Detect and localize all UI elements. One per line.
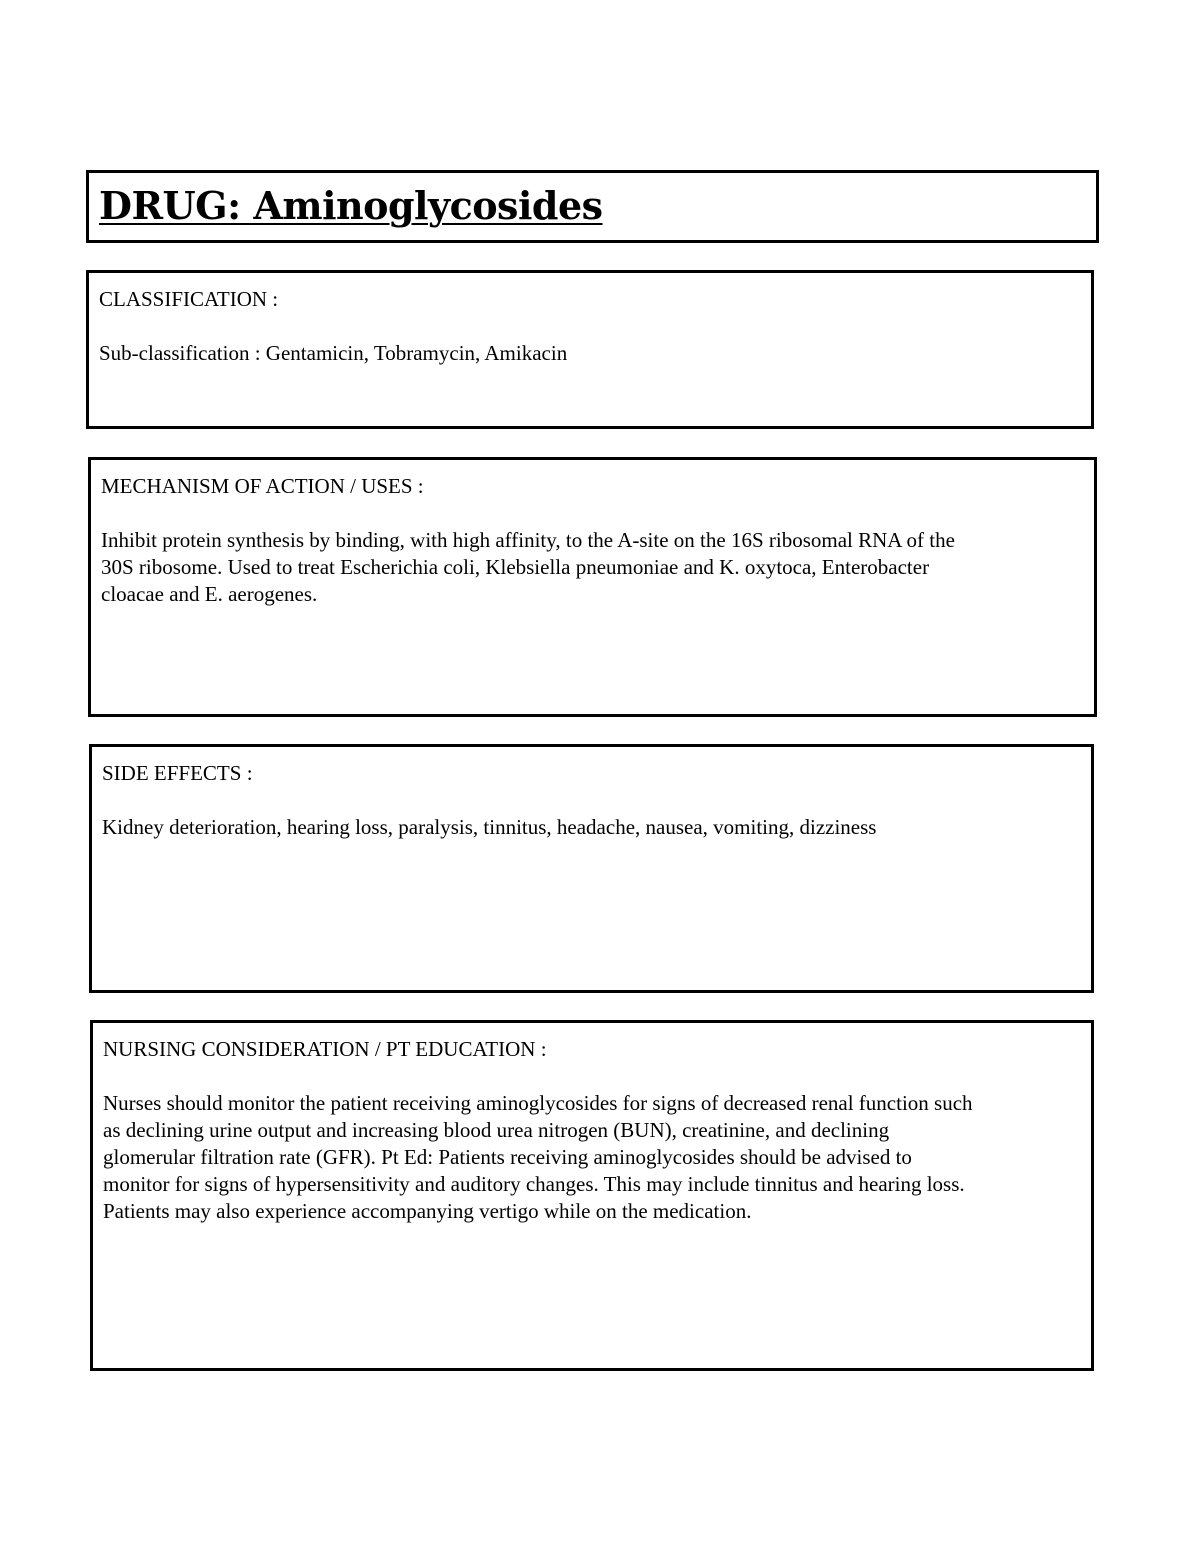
side-effects-heading: SIDE EFFECTS : — [102, 761, 253, 785]
side-effects-section — [89, 744, 1094, 993]
mechanism-line: Inhibit protein synthesis by binding, with high affinity, to the A-site on the 16S ribosomal RNA of the — [101, 528, 955, 552]
classification-heading: CLASSIFICATION : — [99, 287, 279, 311]
nursing-line: glomerular filtration rate (GFR). Pt Ed: Patients receiving aminoglycosides should be advised to — [103, 1145, 912, 1169]
nursing-section — [90, 1020, 1094, 1371]
mechanism-line: cloacae and E. aerogenes. — [101, 582, 318, 606]
nursing-line: Patients may also experience accompanying vertigo while on the medication. — [103, 1199, 752, 1223]
sub-classification-text: Sub-classification : Gentamicin, Tobramycin, Amikacin — [99, 341, 568, 365]
nursing-line: monitor for signs of hypersensitivity and auditory changes. This may include tinnitus and hearing loss. — [103, 1172, 965, 1196]
drug-title-box — [86, 170, 1099, 243]
mechanism-heading: MECHANISM OF ACTION / USES : — [101, 474, 424, 498]
mechanism-line: 30S ribosome. Used to treat Escherichia coli, Klebsiella pneumoniae and K. oxytoca, Enterobacter — [101, 555, 930, 579]
classification-section — [86, 270, 1094, 429]
side-effects-text: Kidney deterioration, hearing loss, paralysis, tinnitus, headache, nausea, vomiting, dizziness — [102, 815, 877, 839]
nursing-line: Nurses should monitor the patient receiving aminoglycosides for signs of decreased renal function such — [103, 1091, 973, 1115]
mechanism-section — [88, 457, 1097, 717]
side-effects-body — [102, 814, 1081, 841]
mechanism-body — [101, 527, 1084, 608]
classification-body — [99, 340, 1081, 367]
nursing-heading: NURSING CONSIDERATION / PT EDUCATION : — [103, 1037, 547, 1061]
nursing-body — [103, 1090, 1081, 1225]
drug-title: DRUG: Aminoglycosides — [99, 183, 603, 228]
nursing-line: as declining urine output and increasing blood urea nitrogen (BUN), creatinine, and declining — [103, 1118, 890, 1142]
